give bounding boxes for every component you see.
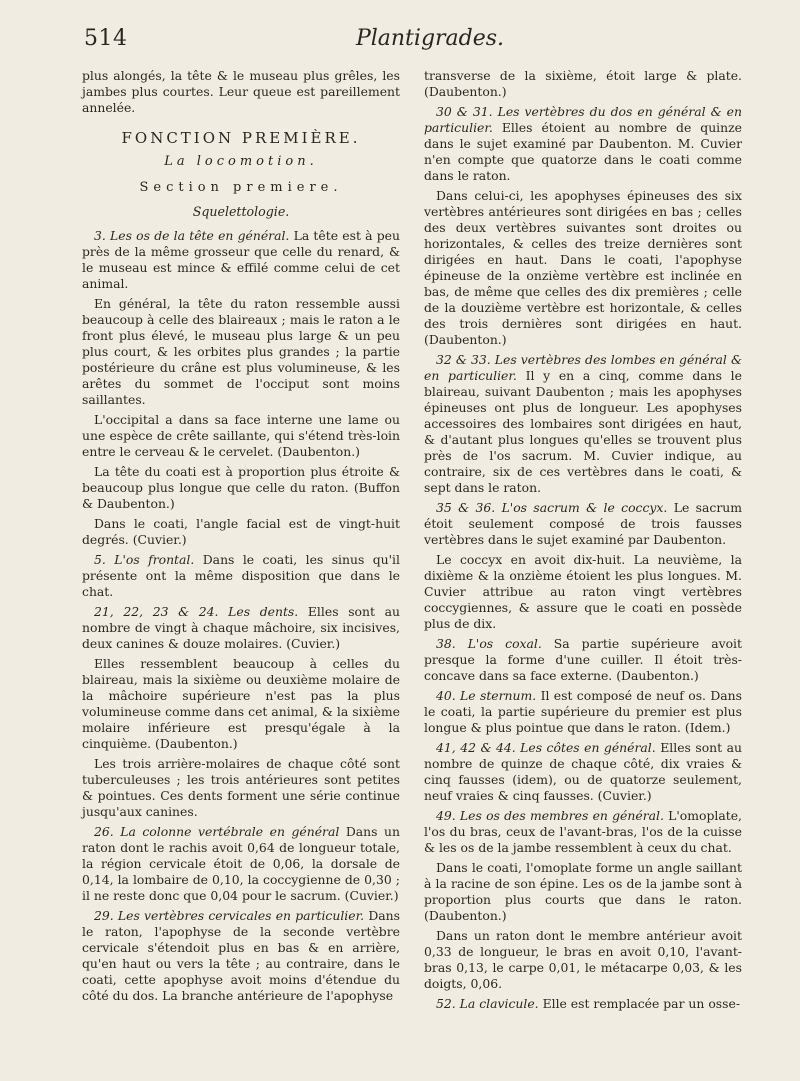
paragraph-41-label: 41, 42 & 44. Les côtes en général. [436, 740, 656, 755]
paragraph-26 [82, 824, 400, 904]
paragraph-29-label: 29. Les vertèbres cervicales en particulier. [94, 908, 365, 923]
paragraph-40 [424, 688, 742, 736]
intro-paragraph: plus alongés, la tête & le museau plus grêles, les jambes plus courtes. Leur queue est pareillement annelée. [82, 68, 400, 115]
paragraph-21-label: 21, 22, 23 & 24. Les dents. [94, 604, 299, 619]
paragraph-49b: Dans le coati, l'omoplate forme un angle saillant à la racine de son épine. Les os de la jambe sont à proportion plus courts que dans le raton. (Daubenton.) [424, 860, 742, 923]
paragraph-49-label: 49. Les os des membres en général. [436, 808, 664, 823]
right-column [424, 68, 742, 1016]
paragraph-21c: Les trois arrière-molaires de chaque côté sont tuberculeuses ; les trois antérieures sont petites & pointues. Ces dents forment une série continue jusqu'aux canines. [82, 756, 400, 819]
paragraph-29-text: Dans le raton, l'apophyse de la seconde vertèbre cervicale s'étendoit plus en bas & en arrière, qu'en haut ou vers la tête ; au contraire, dans le coati, cette apophyse avoit moins d'étendue du côté du dos. La branche antérieure de l'apophyse [82, 908, 400, 1003]
paragraph-52-label: 52. La clavicule. [436, 996, 539, 1011]
paragraph-52-text: Elle est remplacée par un osse- [542, 996, 741, 1011]
paragraph-5-label: 5. L'os frontal. [94, 552, 195, 567]
paragraph-41-text: Elles sont au nombre de quinze de chaque côté, dix vraies & cinq fausses (idem), ou de quatorze seulement, neuf vraies & cinq fausses. (Cuvier.) [424, 740, 743, 803]
paragraph-32 [424, 352, 742, 496]
paragraph-3-label: 3. Les os de la tête en général. [94, 228, 290, 243]
heading-section: Section premiere. [139, 180, 343, 195]
continuation-paragraph: transverse de la sixième, étoit large & plate. (Daubenton.) [424, 68, 742, 99]
paragraph-5 [82, 552, 400, 600]
paragraph-3b: En général, la tête du raton ressemble aussi beaucoup à celle des blaireaux ; mais le raton a le front plus élevé, le museau plus large & un peu plus court, & les orbites plus grandes ; la partie postérieure du crâne est plus volumineuse, & les arêtes du sommet de l'occiput sont moins saillantes. [82, 296, 400, 407]
heading-locomotion: La locomotion. [164, 154, 318, 169]
paragraph-35-label: 35 & 36. L'os sacrum & le coccyx. [436, 500, 668, 515]
paragraph-3d: La tête du coati est à proportion plus étroite & beaucoup plus longue que celle du raton. (Buffon & Daubenton.) [82, 464, 400, 511]
running-head: Plantigrades. [355, 26, 505, 51]
paragraph-5-text: Dans le coati, les sinus qu'il présente ont la même disposition que dans le chat. [82, 552, 400, 599]
paragraph-52 [424, 996, 742, 1012]
paragraph-30b: Dans celui-ci, les apophyses épineuses des six vertèbres antérieures sont dirigées en bas ; celles des deux vertèbres suivantes sont droites ou horizontales, & celles des treize dernières sont dirigées en haut. Dans le coati, l'apophyse épineuse de la onzième vertèbre est inclinée en bas, de même que celles des dix premières ; celle de la douzième vertèbre est horizontale, & celles des trois dernières sont dirigées en haut. (Daubenton.) [424, 188, 742, 347]
paragraph-21 [82, 604, 400, 652]
paragraph-29 [82, 908, 400, 1004]
paragraph-49c: Dans un raton dont le membre antérieur avoit 0,33 de longueur, le bras en avoit 0,10, l'avant-bras 0,13, le carpe 0,01, le métacarpe 0,03, & les doigts, 0,06. [424, 928, 742, 991]
page-number: 514 [84, 26, 128, 51]
paragraph-49-text: L'omoplate, l'os du bras, ceux de l'avant-bras, l'os de la cuisse & les os de la jambe ressemblent à ceux du chat. [424, 808, 742, 855]
paragraph-38 [424, 636, 742, 684]
paragraph-21-text: Elles sont au nombre de vingt à chaque mâchoire, six incisives, deux canines & douze molaires. (Cuvier.) [82, 604, 400, 651]
paragraph-38-label: 38. L'os coxal. [436, 636, 542, 651]
paragraph-32-label: 32 & 33. Les vertèbres des lombes en général & en particulier. [424, 352, 742, 383]
paragraph-40-label: 40. Le sternum. [436, 688, 537, 703]
paragraph-30-text: Elles étoient au nombre de quinze dans le sujet examiné par Daubenton. M. Cuvier n'en compte que quatorze dans le coati comme dans le raton. [424, 120, 742, 183]
paragraph-41 [424, 740, 742, 804]
paragraph-26-text: Dans un raton dont le rachis avoit 0,64 de longueur totale, la région cervicale étoit de 0,06, la dorsale de 0,14, la lombaire de 0,10, la coccygienne de 0,30 ; il ne reste donc que 0,04 pour le sacrum. (Cuvier.) [82, 824, 400, 903]
paragraph-35b: Le coccyx en avoit dix-huit. La neuvième, la dixième & la onzième étoient les plus longues. M. Cuvier attribue au raton vingt vertèbres coccygiennes, & assure que le coati en possède plus de dix. [424, 552, 742, 631]
paragraph-40-text: Il est composé de neuf os. Dans le coati, la partie supérieure du premier est plus longue & plus pointue que dans le raton. (Idem.) [424, 688, 742, 735]
paragraph-26-label: 26. La colonne vertébrale en général [94, 824, 340, 839]
heading-squelettologie: Squelettologie. [192, 204, 290, 219]
paragraph-21b: Elles ressemblent beaucoup à celles du blaireau, mais la sixième ou deuxième molaire de la mâchoire supérieure n'est pas la plus volumineuse comme dans cet animal, & la sixième molaire inférieure est presqu'égale à la cinquième. (Daubenton.) [82, 656, 400, 751]
heading-fonction: FONCTION PREMIÈRE. [121, 129, 361, 147]
paragraph-38-text: Sa partie supérieure avoit presque la forme d'une cuiller. Il étoit très-concave dans sa face externe. (Daubenton.) [424, 636, 742, 683]
paragraph-49 [424, 808, 742, 856]
paragraph-3-text: La tête est à peu près de la même grosseur que celle du renard, & le museau est mince & effilé comme celui de cet animal. [82, 228, 400, 291]
paragraph-32-text: Il y en a cinq, comme dans le blaireau, suivant Daubenton ; mais les apophyses épineuses ont plus de longueur. Les apophyses accessoires des lombaires sont dirigées en haut, & d'autant plus longues qu'elles se trouvent plus près de l'os sacrum. M. Cuvier indique, au contraire, six de ces vertèbres dans le coati, & sept dans le raton. [424, 368, 742, 495]
paragraph-3 [82, 228, 400, 292]
paragraph-30 [424, 104, 742, 184]
paragraph-3c: L'occipital a dans sa face interne une lame ou une espèce de crête saillante, qui s'étend très-loin entre le cerveau & le cervelet. (Daubenton.) [82, 412, 400, 459]
left-column [82, 68, 400, 1008]
paragraph-35 [424, 500, 742, 548]
paragraph-35-text: Le sacrum étoit seulement composé de trois fausses vertèbres dans le sujet examiné par Daubenton. [424, 500, 742, 547]
paragraph-30-label: 30 & 31. Les vertèbres du dos en général & en particulier. [424, 104, 742, 135]
paragraph-3e: Dans le coati, l'angle facial est de vingt-huit degrés. (Cuvier.) [82, 516, 400, 547]
